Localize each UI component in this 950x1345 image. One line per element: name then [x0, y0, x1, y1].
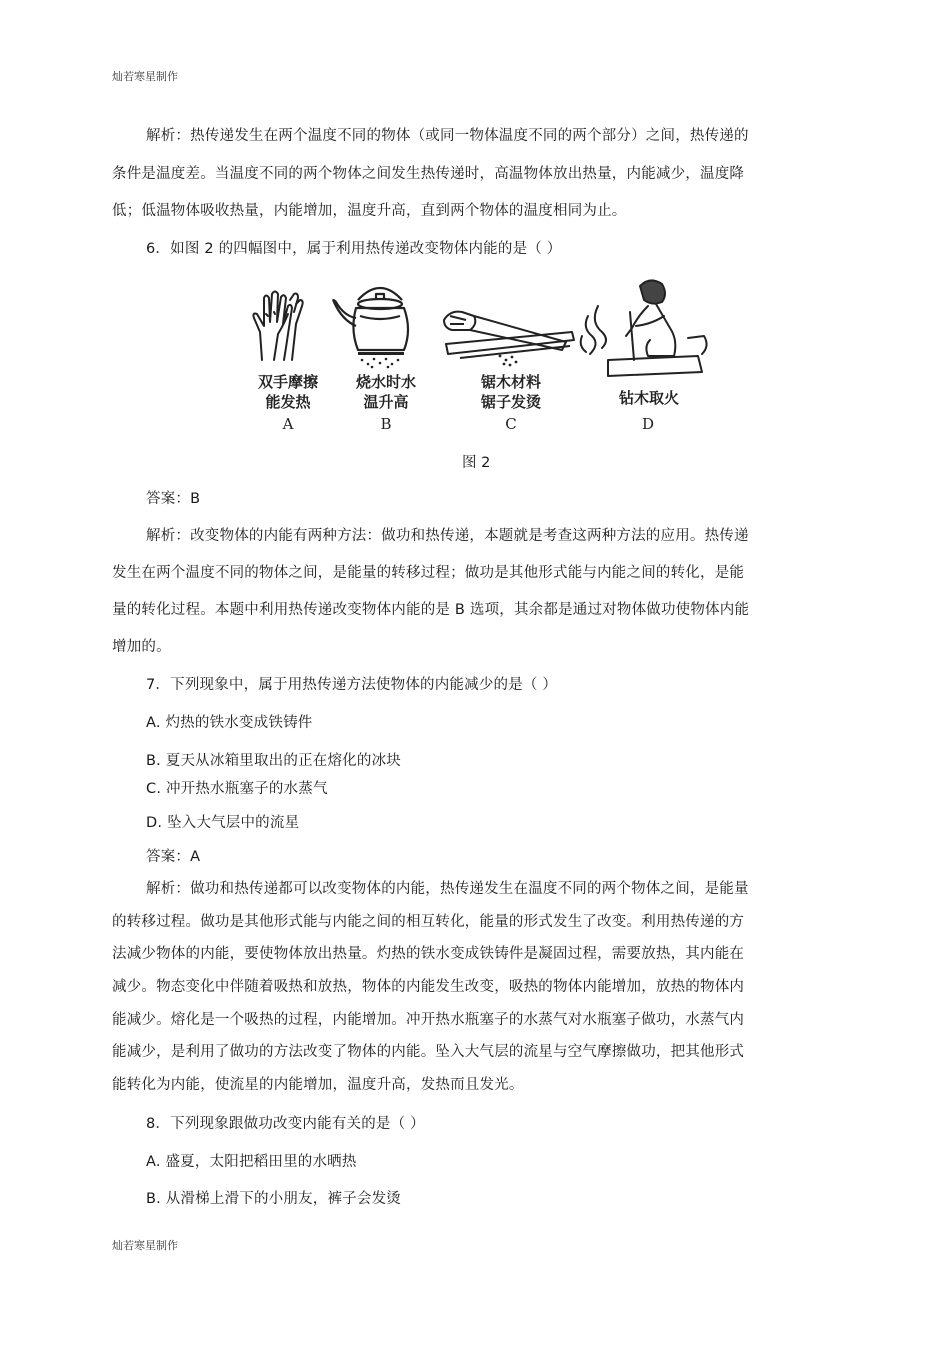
panel-c-caption-1: 锯木材料: [480, 373, 541, 391]
page-header: 灿若寒星制作: [112, 70, 178, 83]
q6-analysis-line-4: 增加的。: [112, 639, 171, 655]
q7-analysis-line-2: 的转移过程。做功是其他形式能与内能之间的相互转化，能量的形式发生了改变。利用热传递的方: [112, 914, 745, 930]
q7-analysis-line-7: 能转化为内能，使流星的内能增加，温度升高，发热而且发光。: [112, 1077, 524, 1093]
q7-option-d: D. 坠入大气层中的流星: [146, 815, 300, 831]
q7-option-a: A. 灼热的铁水变成铁铸件: [146, 715, 313, 731]
q5-analysis-line-2: 条件是温度差。当温度不同的两个物体之间发生热传递时，高温物体放出热量，内能减少，温度降: [112, 166, 745, 182]
q7-analysis-line-6: 能减少，是利用了做功的方法改变了物体的内能。坠入大气层的流星与空气摩擦做功，把其他形式: [112, 1044, 745, 1060]
q8-stem: 8．下列现象跟做功改变内能有关的是（ ）: [146, 1116, 425, 1132]
q8-option-a: A. 盛夏，太阳把稻田里的水晒热: [146, 1154, 357, 1170]
panel-b-caption-2: 温升高: [363, 393, 409, 411]
kettle-icon: [328, 280, 428, 370]
q7-analysis-line-3: 法减少物体的内能，要使物体放出热量。灼热的铁水变成铁铸件是凝固过程，需要放热，其内能在: [112, 946, 745, 962]
q7-analysis-line-5: 能减少。熔化是一个吸热的过程，内能增加。冲开热水瓶塞子的水蒸气对水瓶塞子做功，水蒸气内: [112, 1012, 745, 1028]
saw-icon: [440, 302, 580, 372]
panel-c-letter: C: [505, 415, 517, 433]
panel-a-caption-1: 双手摩擦: [257, 373, 318, 391]
panel-d-letter: D: [641, 415, 655, 433]
q6-analysis-line-3: 量的转化过程。本题中利用热传递改变物体内能的是 B 选项，其余都是通过对物体做功使物体内能: [112, 602, 750, 618]
panel-a-letter: A: [282, 415, 294, 433]
q7-option-b: B. 夏天从冰箱里取出的正在熔化的冰块: [146, 753, 401, 769]
q7-stem: 7．下列现象中，属于用热传递方法使物体的内能减少的是（ ）: [146, 677, 558, 693]
q5-analysis-line-1: 解析：热传递发生在两个温度不同的物体（或同一物体温度不同的两个部分）之间，热传递的: [146, 128, 749, 144]
page-footer: 灿若寒星制作: [112, 1239, 178, 1252]
q6-analysis-line-2: 发生在两个温度不同的物体之间，是能量的转移过程；做功是其他形式能与内能之间的转化，是能: [112, 565, 745, 581]
panel-d-caption-1: 钻木取火: [618, 389, 679, 407]
panel-b-letter: B: [380, 415, 392, 433]
figure-label: 图 2: [462, 455, 491, 471]
q5-analysis-line-3: 低；低温物体吸收热量，内能增加，温度升高，直到两个物体的温度相同为止。: [112, 203, 627, 219]
q6-analysis-line-1: 解析：改变物体的内能有两种方法：做功和热传递，本题就是考查这两种方法的应用。热传递: [146, 528, 749, 544]
q7-answer: 答案：A: [146, 849, 201, 865]
q6-stem: 6．如图 2 的四幅图中，属于利用热传递改变物体内能的是（ ）: [146, 241, 562, 257]
q7-analysis-line-4: 减少。物态变化中伴随着吸热和放热，物体的内能发生改变，吸热的物体内能增加，放热的物体内: [112, 979, 745, 995]
rubbing-hands-icon: [244, 284, 314, 362]
q8-option-b: B. 从滑梯上滑下的小朋友，裤子会发烫: [146, 1191, 401, 1207]
q7-analysis-line-1: 解析：做功和热传递都可以改变物体的内能，热传递发生在温度不同的两个物体之间，是能量: [146, 881, 749, 897]
figure-2: [244, 276, 714, 438]
panel-b-caption-1: 烧水时水: [355, 373, 416, 391]
q6-answer: 答案：B: [146, 491, 201, 507]
fire-drill-icon: [578, 276, 714, 380]
panel-a-caption-2: 能发热: [265, 393, 311, 411]
panel-c-caption-2: 锯子发烫: [480, 393, 541, 411]
q7-option-c: C. 冲开热水瓶塞子的水蒸气: [146, 781, 328, 797]
